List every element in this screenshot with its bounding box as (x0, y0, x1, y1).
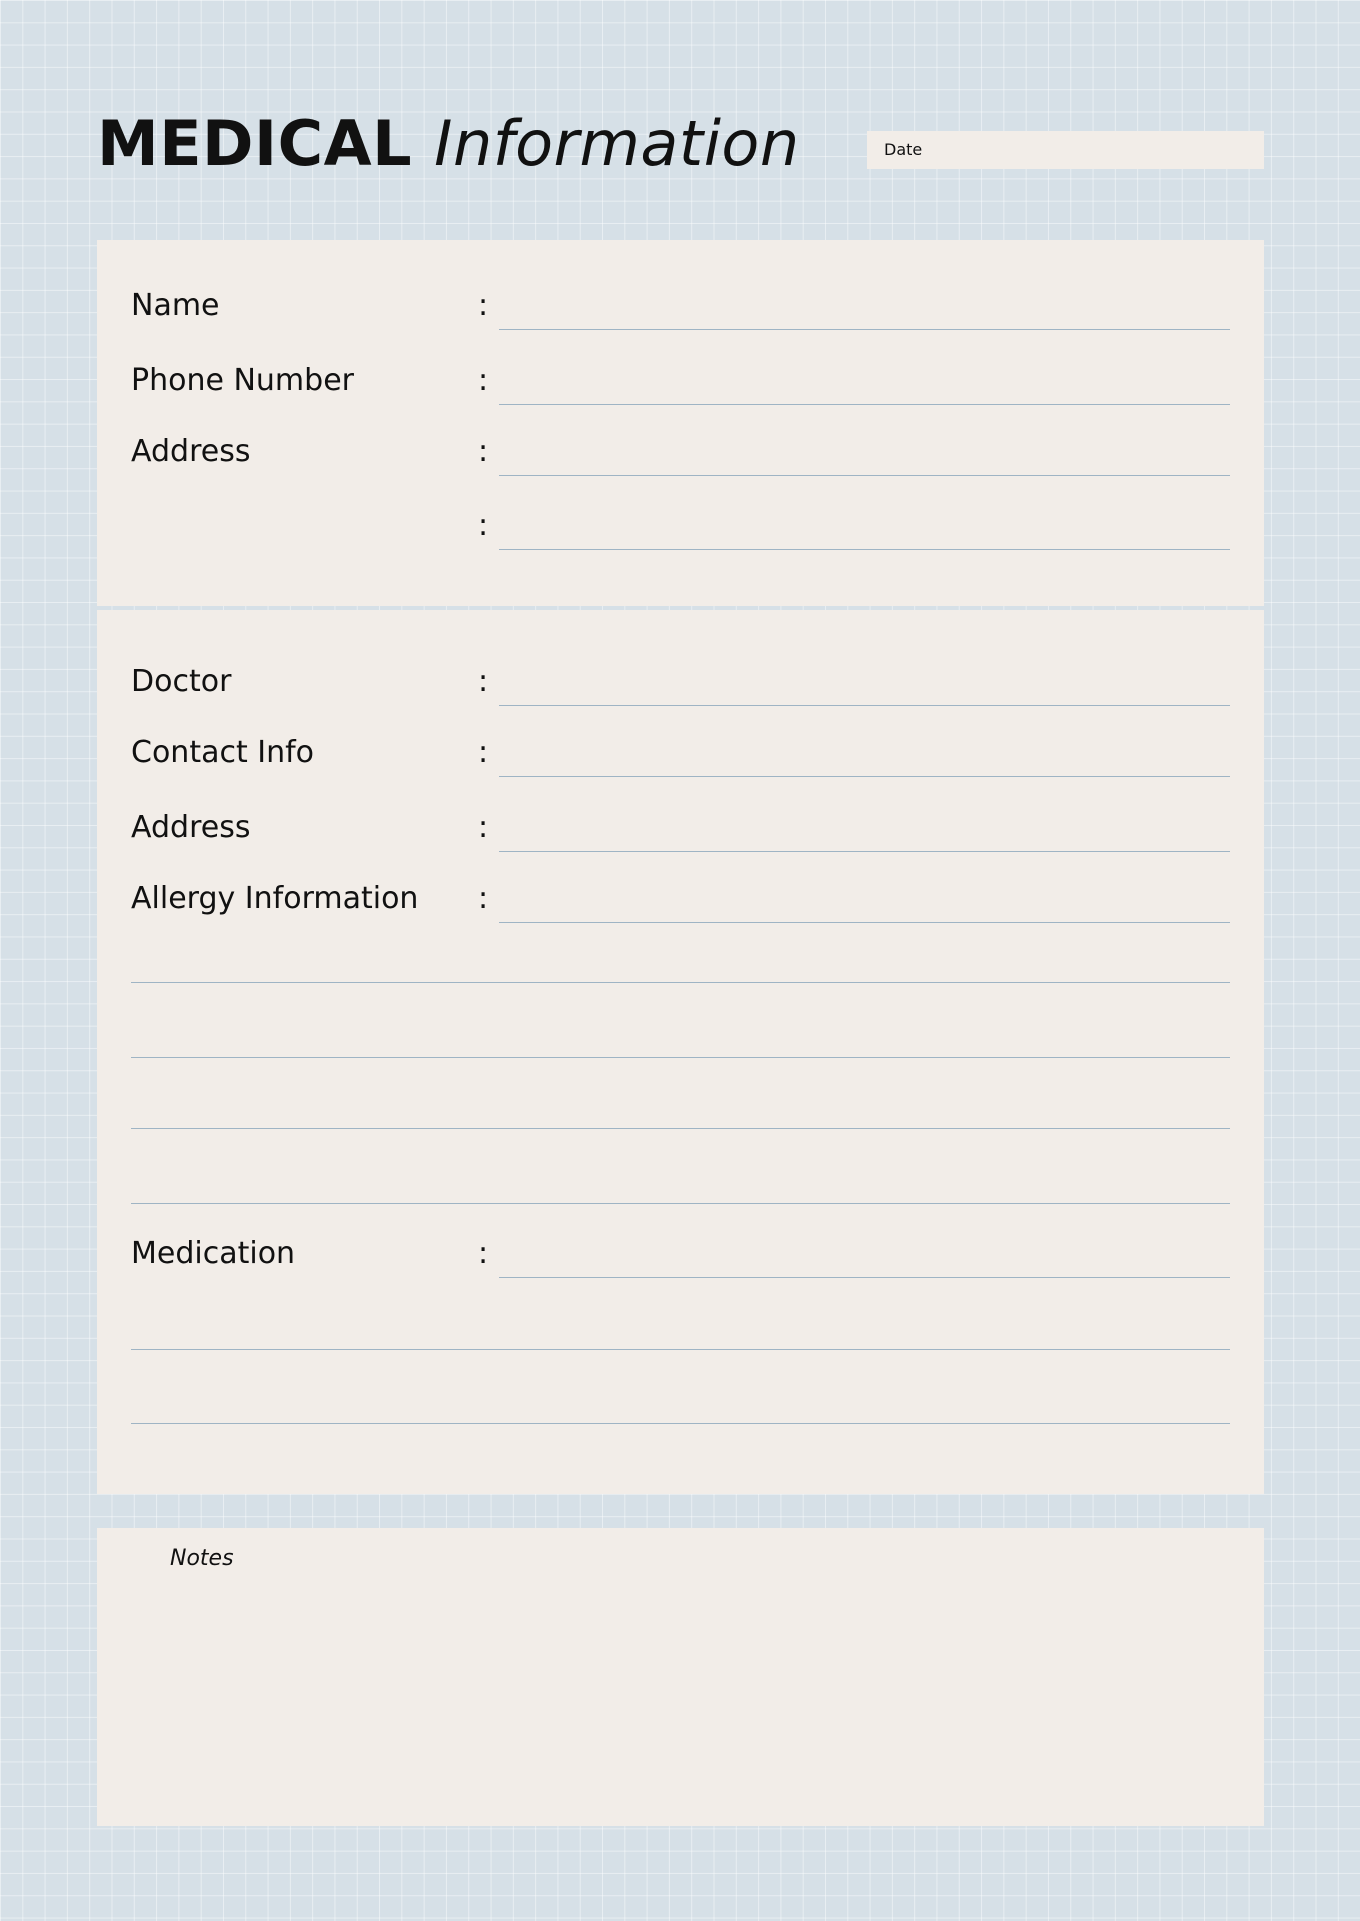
medication-extra-line[interactable] (131, 1423, 1230, 1424)
colon: : (478, 810, 489, 845)
doctor-address-input-line[interactable] (499, 851, 1230, 852)
medical-info-panel (97, 610, 1264, 1494)
phone-row[interactable] (97, 365, 1264, 405)
contact-label: Contact Info (131, 735, 315, 770)
name-label: Name (131, 288, 220, 323)
doctor-address-row[interactable] (97, 812, 1264, 852)
colon: : (478, 664, 489, 699)
medication-label: Medication (131, 1236, 296, 1271)
date-label: Date (884, 140, 923, 159)
address-continuation-row[interactable] (97, 510, 1264, 550)
colon: : (478, 363, 489, 398)
phone-input-line[interactable] (499, 404, 1230, 405)
medication-input-line[interactable] (499, 1277, 1230, 1278)
address-row[interactable] (97, 436, 1264, 476)
allergy-extra-line[interactable] (131, 1203, 1230, 1204)
notes-panel[interactable] (97, 1528, 1264, 1826)
allergy-extra-line[interactable] (131, 982, 1230, 983)
colon: : (478, 434, 489, 469)
page-title (97, 104, 800, 184)
doctor-label: Doctor (131, 664, 232, 699)
colon: : (478, 735, 489, 770)
doctor-address-label: Address (131, 810, 251, 845)
allergy-label: Allergy Information (131, 881, 419, 916)
colon: : (478, 1236, 489, 1271)
medication-row[interactable] (97, 1238, 1264, 1278)
colon: : (478, 288, 489, 323)
address-continuation-line[interactable] (499, 549, 1230, 550)
date-field[interactable] (867, 131, 1264, 169)
address-label: Address (131, 434, 251, 469)
address-input-line[interactable] (499, 475, 1230, 476)
phone-label: Phone Number (131, 363, 354, 398)
colon: : (478, 881, 489, 916)
personal-info-panel (97, 240, 1264, 606)
contact-row[interactable] (97, 737, 1264, 777)
colon: : (478, 508, 489, 543)
allergy-row[interactable] (97, 883, 1264, 923)
notes-title: Notes (170, 1546, 234, 1571)
medication-extra-line[interactable] (131, 1349, 1230, 1350)
contact-input-line[interactable] (499, 776, 1230, 777)
doctor-input-line[interactable] (499, 705, 1230, 706)
allergy-extra-line[interactable] (131, 1128, 1230, 1129)
title-bold: MEDICAL (97, 107, 413, 180)
name-input-line[interactable] (499, 329, 1230, 330)
allergy-extra-line[interactable] (131, 1057, 1230, 1058)
doctor-row[interactable] (97, 666, 1264, 706)
title-italic: Information (434, 107, 800, 180)
allergy-input-line[interactable] (499, 922, 1230, 923)
name-row[interactable] (97, 290, 1264, 330)
